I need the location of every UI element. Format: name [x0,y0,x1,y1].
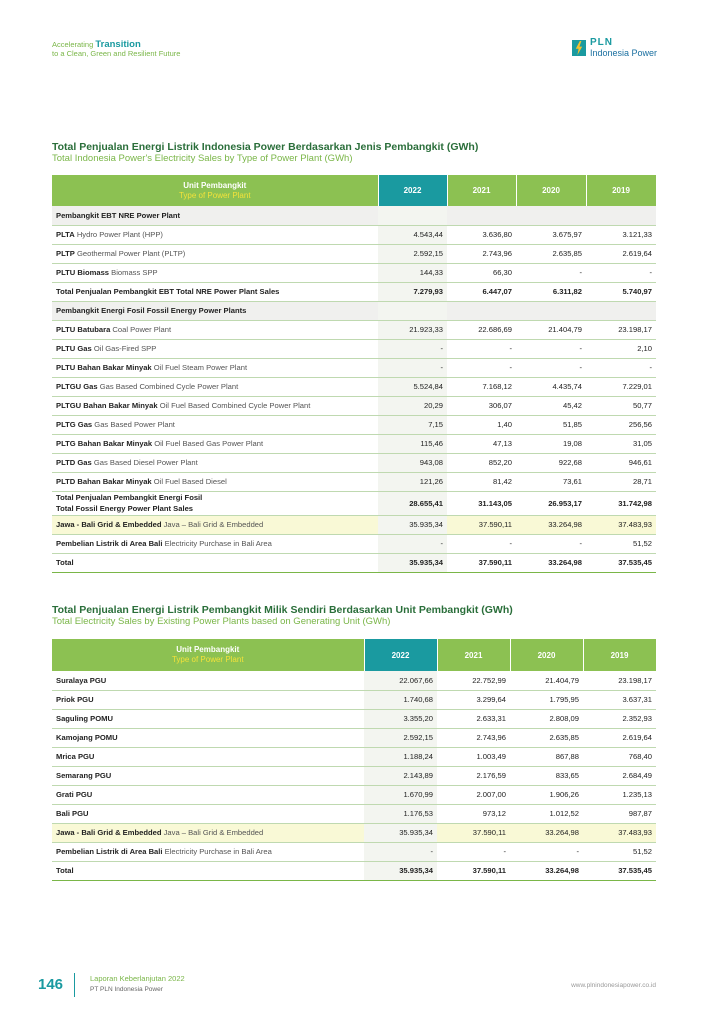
cell-value: 5.524,84 [378,377,447,396]
cell-value: 31.143,05 [447,491,516,515]
row-label: Priok PGU [52,690,364,709]
cell-value [586,206,656,225]
table-row [52,358,656,377]
table-row [52,415,656,434]
cell-value: 768,40 [583,747,656,766]
row-label: Total Penjualan Pembangkit EBT Total NRE Power Plant Sales [52,282,378,301]
cell-value: 51,52 [586,534,656,553]
row-label: PLTU Bahan Bakar Minyak Oil Fuel Steam Power Plant [52,358,378,377]
table-row [52,225,656,244]
cell-value: 867,88 [510,747,583,766]
cell-value: 1.012,52 [510,804,583,823]
cell-value: 37.535,45 [583,861,656,880]
tagline-big: Transition [95,39,141,50]
table-row [52,339,656,358]
row-label: PLTU Batubara Coal Power Plant [52,320,378,339]
row-label: PLTA Hydro Power Plant (HPP) [52,225,378,244]
row-label: Pembangkit EBT NRE Power Plant [52,206,378,225]
tagline-small: Accelerating [52,40,94,49]
cell-value: 2.743,96 [437,728,510,747]
table1-subtitle: Total Indonesia Power's Electricity Sales by Type of Power Plant (GWh) [52,153,353,164]
row-label: Jawa - Bali Grid & Embedded Java – Bali Grid & Embedded [52,823,364,842]
cell-value: 2.635,85 [516,244,586,263]
logo-pln-text: PLN [590,37,613,48]
cell-value: 37.535,45 [586,553,656,572]
report-title: Laporan Keberlanjutan 2022 [90,974,185,983]
cell-value: 50,77 [586,396,656,415]
cell-value: 35.935,34 [378,515,447,534]
cell-value: 81,42 [447,472,516,491]
cell-value: 19,08 [516,434,586,453]
total-row [52,553,656,572]
cell-value: - [516,534,586,553]
cell-value: 144,33 [378,263,447,282]
table-row [52,785,656,804]
cell-value: - [447,358,516,377]
unit-header: Unit Pembangkit Type of Power Plant [52,639,364,671]
cell-value: 1.003,49 [437,747,510,766]
cell-value: 5.740,97 [586,282,656,301]
cell-value: 22.752,99 [437,671,510,690]
row-label: Bali PGU [52,804,364,823]
cell-value: 3.637,31 [583,690,656,709]
row-label: PLTU Biomass Biomass SPP [52,263,378,282]
row-label: Saguling POMU [52,709,364,728]
cell-value: 26.953,17 [516,491,586,515]
cell-value: - [516,263,586,282]
cell-value: 2.143,89 [364,766,437,785]
cell-value: 256,56 [586,415,656,434]
cell-value: 2.592,15 [378,244,447,263]
cell-value: 946,61 [586,453,656,472]
row-label: Suralaya PGU [52,671,364,690]
cell-value: - [378,534,447,553]
cell-value: 2.684,49 [583,766,656,785]
cell-value: 7,15 [378,415,447,434]
cell-value: 2.176,59 [437,766,510,785]
cell-value: 28,71 [586,472,656,491]
cell-value: 3.121,33 [586,225,656,244]
row-label: PLTU Gas Oil Gas-Fired SPP [52,339,378,358]
cell-value: 35.935,34 [364,823,437,842]
row-label: PLTD Bahan Bakar Minyak Oil Fuel Based Diesel [52,472,378,491]
row-label: PLTD Gas Gas Based Diesel Power Plant [52,453,378,472]
table-row [52,282,656,301]
cell-value: 66,30 [447,263,516,282]
row-label: PLTP Geothermal Power Plant (PLTP) [52,244,378,263]
table-row [52,263,656,282]
cell-value [378,206,447,225]
table-row [52,804,656,823]
cell-value: 28.655,41 [378,491,447,515]
table-row [52,396,656,415]
cell-value: 2,10 [586,339,656,358]
cell-value: - [510,842,583,861]
cell-value: 1.906,26 [510,785,583,804]
cell-value: 7.229,01 [586,377,656,396]
cell-value: 1.795,95 [510,690,583,709]
cell-value: 51,85 [516,415,586,434]
cell-value: 1.235,13 [583,785,656,804]
cell-value: 1.740,68 [364,690,437,709]
cell-value: 1.670,99 [364,785,437,804]
cell-value: 4.435,74 [516,377,586,396]
year-header: 2020 [510,639,583,671]
cell-value: 2.635,85 [510,728,583,747]
cell-value: 2.007,00 [437,785,510,804]
footer-divider [74,973,75,997]
row-label: Total [52,861,364,880]
cell-value: 23.198,17 [583,671,656,690]
cell-value: 852,20 [447,453,516,472]
lightning-icon [572,40,586,56]
table2-subtitle: Total Electricity Sales by Existing Power Plants based on Generating Unit (GWh) [52,616,391,627]
cell-value: 23.198,17 [586,320,656,339]
total-row [52,861,656,880]
table-row [52,842,656,861]
year-header: 2020 [516,175,586,206]
cell-value: 973,12 [437,804,510,823]
table2-title: Total Penjualan Energi Listrik Pembangkit Milik Sendiri Berdasarkan Unit Pembangkit (GWh) [52,604,513,616]
cell-value: 45,42 [516,396,586,415]
row-label: Pembangkit Energi Fosil Fossil Energy Power Plants [52,301,378,320]
year-header: 2022 [378,175,447,206]
row-label: Total [52,553,378,572]
cell-value: - [437,842,510,861]
table-sales-by-generating-unit [52,639,657,881]
cell-value: 20,29 [378,396,447,415]
company-name: PT PLN Indonesia Power [90,986,163,993]
cell-value: - [516,358,586,377]
table-row [52,709,656,728]
cell-value: 2.619,64 [583,728,656,747]
cell-value: 7.168,12 [447,377,516,396]
cell-value: 22.067,66 [364,671,437,690]
cell-value [516,206,586,225]
cell-value: 31.742,98 [586,491,656,515]
cell-value: 3.636,80 [447,225,516,244]
cell-value: 2.352,93 [583,709,656,728]
row-label: PLTGU Bahan Bakar Minyak Oil Fuel Based Combined Cycle Power Plant [52,396,378,415]
cell-value [516,301,586,320]
cell-value: 33.264,98 [510,861,583,880]
cell-value: 33.264,98 [516,515,586,534]
cell-value: 33.264,98 [510,823,583,842]
cell-value: 21.404,79 [516,320,586,339]
cell-value: 306,07 [447,396,516,415]
cell-value: 2.619,64 [586,244,656,263]
cell-value: 3.675,97 [516,225,586,244]
cell-value: 1.188,24 [364,747,437,766]
page-number: 146 [38,976,64,993]
cell-value: 2.743,96 [447,244,516,263]
table-row [52,453,656,472]
cell-value: 7.279,93 [378,282,447,301]
table-row [52,690,656,709]
footer-report [90,974,185,995]
table-row [52,377,656,396]
cell-value: 833,65 [510,766,583,785]
cell-value: 1.176,53 [364,804,437,823]
year-header: 2022 [364,639,437,671]
row-label: Pembelian Listrik di Area Bali Electricity Purchase in Bali Area [52,842,364,861]
table-row [52,671,656,690]
logo-sub-text: Indonesia Power [590,48,658,58]
cell-value: 2.633,31 [437,709,510,728]
table-row [52,747,656,766]
cell-value: 3.355,20 [364,709,437,728]
cell-value: 22.686,69 [447,320,516,339]
cell-value: - [447,339,516,358]
cell-value: 6.311,82 [516,282,586,301]
cell-value: 37.483,93 [586,515,656,534]
table-row [52,823,656,842]
cell-value: 33.264,98 [516,553,586,572]
row-label: PLTG Gas Gas Based Power Plant [52,415,378,434]
pln-logo [572,38,657,58]
cell-value: 47,13 [447,434,516,453]
row-label: Jawa - Bali Grid & Embedded Java – Bali Grid & Embedded [52,515,378,534]
table-row [52,766,656,785]
cell-value: 2.808,09 [510,709,583,728]
table-row [52,534,656,553]
year-header: 2021 [447,175,516,206]
cell-value: 51,52 [583,842,656,861]
category-row [52,301,656,320]
row-label: Grati PGU [52,785,364,804]
cell-value: 37.483,93 [583,823,656,842]
cell-value: - [516,339,586,358]
cell-value [586,301,656,320]
row-label: Kamojang POMU [52,728,364,747]
table-row [52,244,656,263]
row-label: PLTG Bahan Bakar Minyak Oil Fuel Based Gas Power Plant [52,434,378,453]
cell-value: 2.592,15 [364,728,437,747]
category-row [52,206,656,225]
row-label: PLTGU Gas Gas Based Combined Cycle Power Plant [52,377,378,396]
cell-value: - [378,358,447,377]
cell-value: 31,05 [586,434,656,453]
cell-value: 115,46 [378,434,447,453]
year-header: 2019 [586,175,656,206]
row-label: Total Penjualan Pembangkit Energi Fosil Total Fossil Energy Power Plant Sales [52,491,378,515]
row-label: Pembelian Listrik di Area Bali Electricity Purchase in Bali Area [52,534,378,553]
cell-value: - [586,358,656,377]
cell-value: 1,40 [447,415,516,434]
table-row [52,472,656,491]
year-header: 2019 [583,639,656,671]
cell-value: 37.590,11 [437,823,510,842]
cell-value: - [447,534,516,553]
table-row [52,491,656,515]
year-header: 2021 [437,639,510,671]
cell-value: 21.404,79 [510,671,583,690]
table-row [52,434,656,453]
cell-value: 21.923,33 [378,320,447,339]
table-row [52,515,656,534]
cell-value: 6.447,07 [447,282,516,301]
header-tagline [52,40,180,58]
table-sales-by-plant-type [52,175,657,573]
cell-value: 73,61 [516,472,586,491]
cell-value: - [364,842,437,861]
row-label: Semarang PGU [52,766,364,785]
unit-header: Unit Pembangkit Type of Power Plant [52,175,378,206]
cell-value: 943,08 [378,453,447,472]
cell-value: 4.543,44 [378,225,447,244]
cell-value: - [586,263,656,282]
table-row [52,320,656,339]
table-row [52,728,656,747]
tagline-line2: to a Clean, Green and Resilient Future [52,49,181,58]
row-label: Mrica PGU [52,747,364,766]
cell-value: 37.590,11 [437,861,510,880]
cell-value: 37.590,11 [447,553,516,572]
table1-title: Total Penjualan Energi Listrik Indonesia Power Berdasarkan Jenis Pembangkit (GWh) [52,141,479,153]
cell-value: - [378,339,447,358]
cell-value: 922,68 [516,453,586,472]
cell-value [447,301,516,320]
cell-value: 121,26 [378,472,447,491]
cell-value: 37.590,11 [447,515,516,534]
cell-value [447,206,516,225]
cell-value: 987,87 [583,804,656,823]
footer-url: www.plnindonesiapower.co.id [571,982,656,989]
cell-value: 3.299,64 [437,690,510,709]
cell-value [378,301,447,320]
cell-value: 35.935,34 [364,861,437,880]
cell-value: 35.935,34 [378,553,447,572]
